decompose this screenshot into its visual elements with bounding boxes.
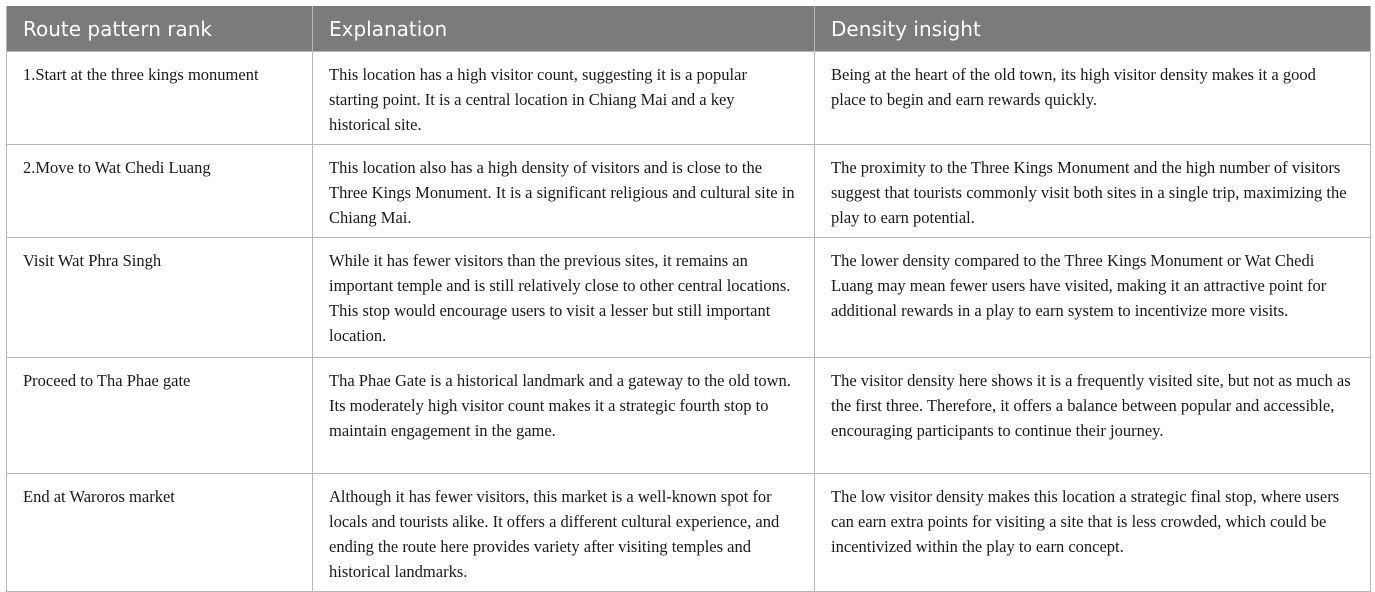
table-body <box>7 52 1371 592</box>
explanation-cell: While it has fewer visitors than the previous sites, it remains an important temple and is still relatively close to other central locations. This stop would encourage users to visit a lesser but still important location. <box>313 238 815 358</box>
explanation-cell: Although it has fewer visitors, this market is a well-known spot for locals and tourists alike. It offers a different cultural experience, and ending the route here provides variety after visiting temples and historical landmarks. <box>313 474 815 592</box>
header-density-insight: Density insight <box>815 6 1371 52</box>
insight-cell: The low visitor density makes this location a strategic final stop, where users can earn extra points for visiting a site that is less crowded, which could be incentivized within the play to earn concept. <box>815 474 1371 592</box>
header-route-pattern-rank: Route pattern rank <box>7 6 313 52</box>
rank-cell: 1.Start at the three kings monument <box>7 52 313 145</box>
header-explanation: Explanation <box>313 6 815 52</box>
explanation-cell: Tha Phae Gate is a historical landmark and a gateway to the old town. Its moderately high visitor count makes it a strategic fourth stop to maintain engagement in the game. <box>313 358 815 474</box>
rank-cell: Proceed to Tha Phae gate <box>7 358 313 474</box>
rank-cell: 2.Move to Wat Chedi Luang <box>7 145 313 238</box>
insight-cell: The proximity to the Three Kings Monument and the high number of visitors suggest that tourists commonly visit both sites in a single trip, maximizing the play to earn potential. <box>815 145 1371 238</box>
explanation-cell: This location has a high visitor count, suggesting it is a popular starting point. It is a central location in Chiang Mai and a key historical site. <box>313 52 815 145</box>
route-table-container <box>6 6 1370 592</box>
table-row <box>7 238 1371 358</box>
insight-cell: Being at the heart of the old town, its high visitor density makes it a good place to begin and earn rewards quickly. <box>815 52 1371 145</box>
insight-cell: The lower density compared to the Three Kings Monument or Wat Chedi Luang may mean fewer users have visited, making it an attractive point for additional rewards in a play to earn system to incentivize more visits. <box>815 238 1371 358</box>
explanation-cell: This location also has a high density of visitors and is close to the Three Kings Monument. It is a significant religious and cultural site in Chiang Mai. <box>313 145 815 238</box>
rank-cell: End at Waroros market <box>7 474 313 592</box>
table-row <box>7 358 1371 474</box>
rank-cell: Visit Wat Phra Singh <box>7 238 313 358</box>
table-row <box>7 474 1371 592</box>
route-pattern-table <box>6 6 1371 592</box>
table-row <box>7 52 1371 145</box>
insight-cell: The visitor density here shows it is a frequently visited site, but not as much as the first three. Therefore, it offers a balance between popular and accessible, encouraging participants to continue their journey. <box>815 358 1371 474</box>
header-row <box>7 6 1371 52</box>
table-row <box>7 145 1371 238</box>
table-header <box>7 6 1371 52</box>
